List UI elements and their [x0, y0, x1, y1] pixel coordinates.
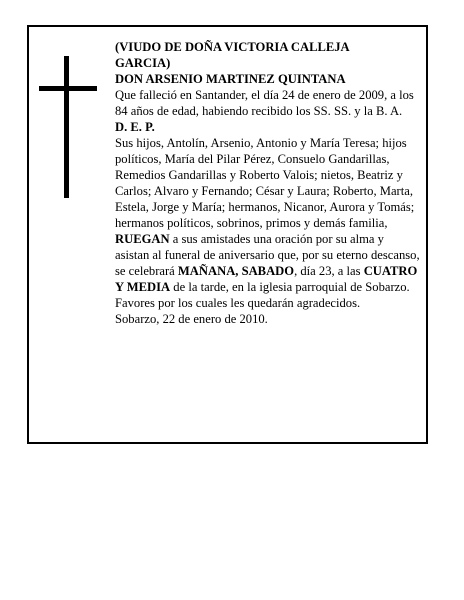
cross-vertical-bar	[64, 56, 69, 198]
obituary-notice	[27, 25, 428, 444]
request-text-2: , día 23, a las	[294, 264, 364, 278]
notice-text	[115, 39, 421, 327]
request-verb: RUEGAN	[115, 232, 170, 246]
request-text-1: a sus amistades una oración por su alma y asistan al funeral de aniversario que, por su eterno descanso, se celebrará	[115, 232, 420, 278]
family-list: Sus hijos, Antolín, Arsenio, Antonio y María Teresa; hijos políticos, María del Pilar Pérez, Consuelo Gandarillas, Remedios Gandarillas y Roberto Valois; nietos, Beatriz y Carlos; Alvaro y Fernando; César y Laura; Roberto, Marta, Estela, Jorge y María; hermanos, Nicanor, Aurora y Tomás; hermanos políticos, sobrinos, primos y demás familia,	[115, 136, 415, 230]
request-text-3: de la tarde, en la iglesia parroquial de Sobarzo. Favores por los cuales les quedarán agradecidos.	[115, 280, 410, 310]
heading-line-2: GARCIA)	[115, 56, 171, 70]
funeral-time: CUATRO Y MEDIA	[115, 264, 418, 294]
dep-label: D. E. P.	[115, 120, 155, 134]
death-info: Que falleció en Santander, el día 24 de enero de 2009, a los 84 años de edad, habiendo recibido los SS. SS. y la B. A.	[115, 88, 414, 118]
funeral-request	[115, 231, 421, 311]
funeral-date: MAÑANA, SABADO	[177, 264, 295, 278]
closing-place-date: Sobarzo, 22 de enero de 2010.	[115, 312, 268, 326]
cross-horizontal-bar	[39, 86, 97, 91]
deceased-name: DON ARSENIO MARTINEZ QUINTANA	[115, 72, 346, 86]
cross-icon	[39, 56, 97, 198]
heading-line-1: (VIUDO DE DOÑA VICTORIA CALLEJA	[115, 40, 350, 54]
